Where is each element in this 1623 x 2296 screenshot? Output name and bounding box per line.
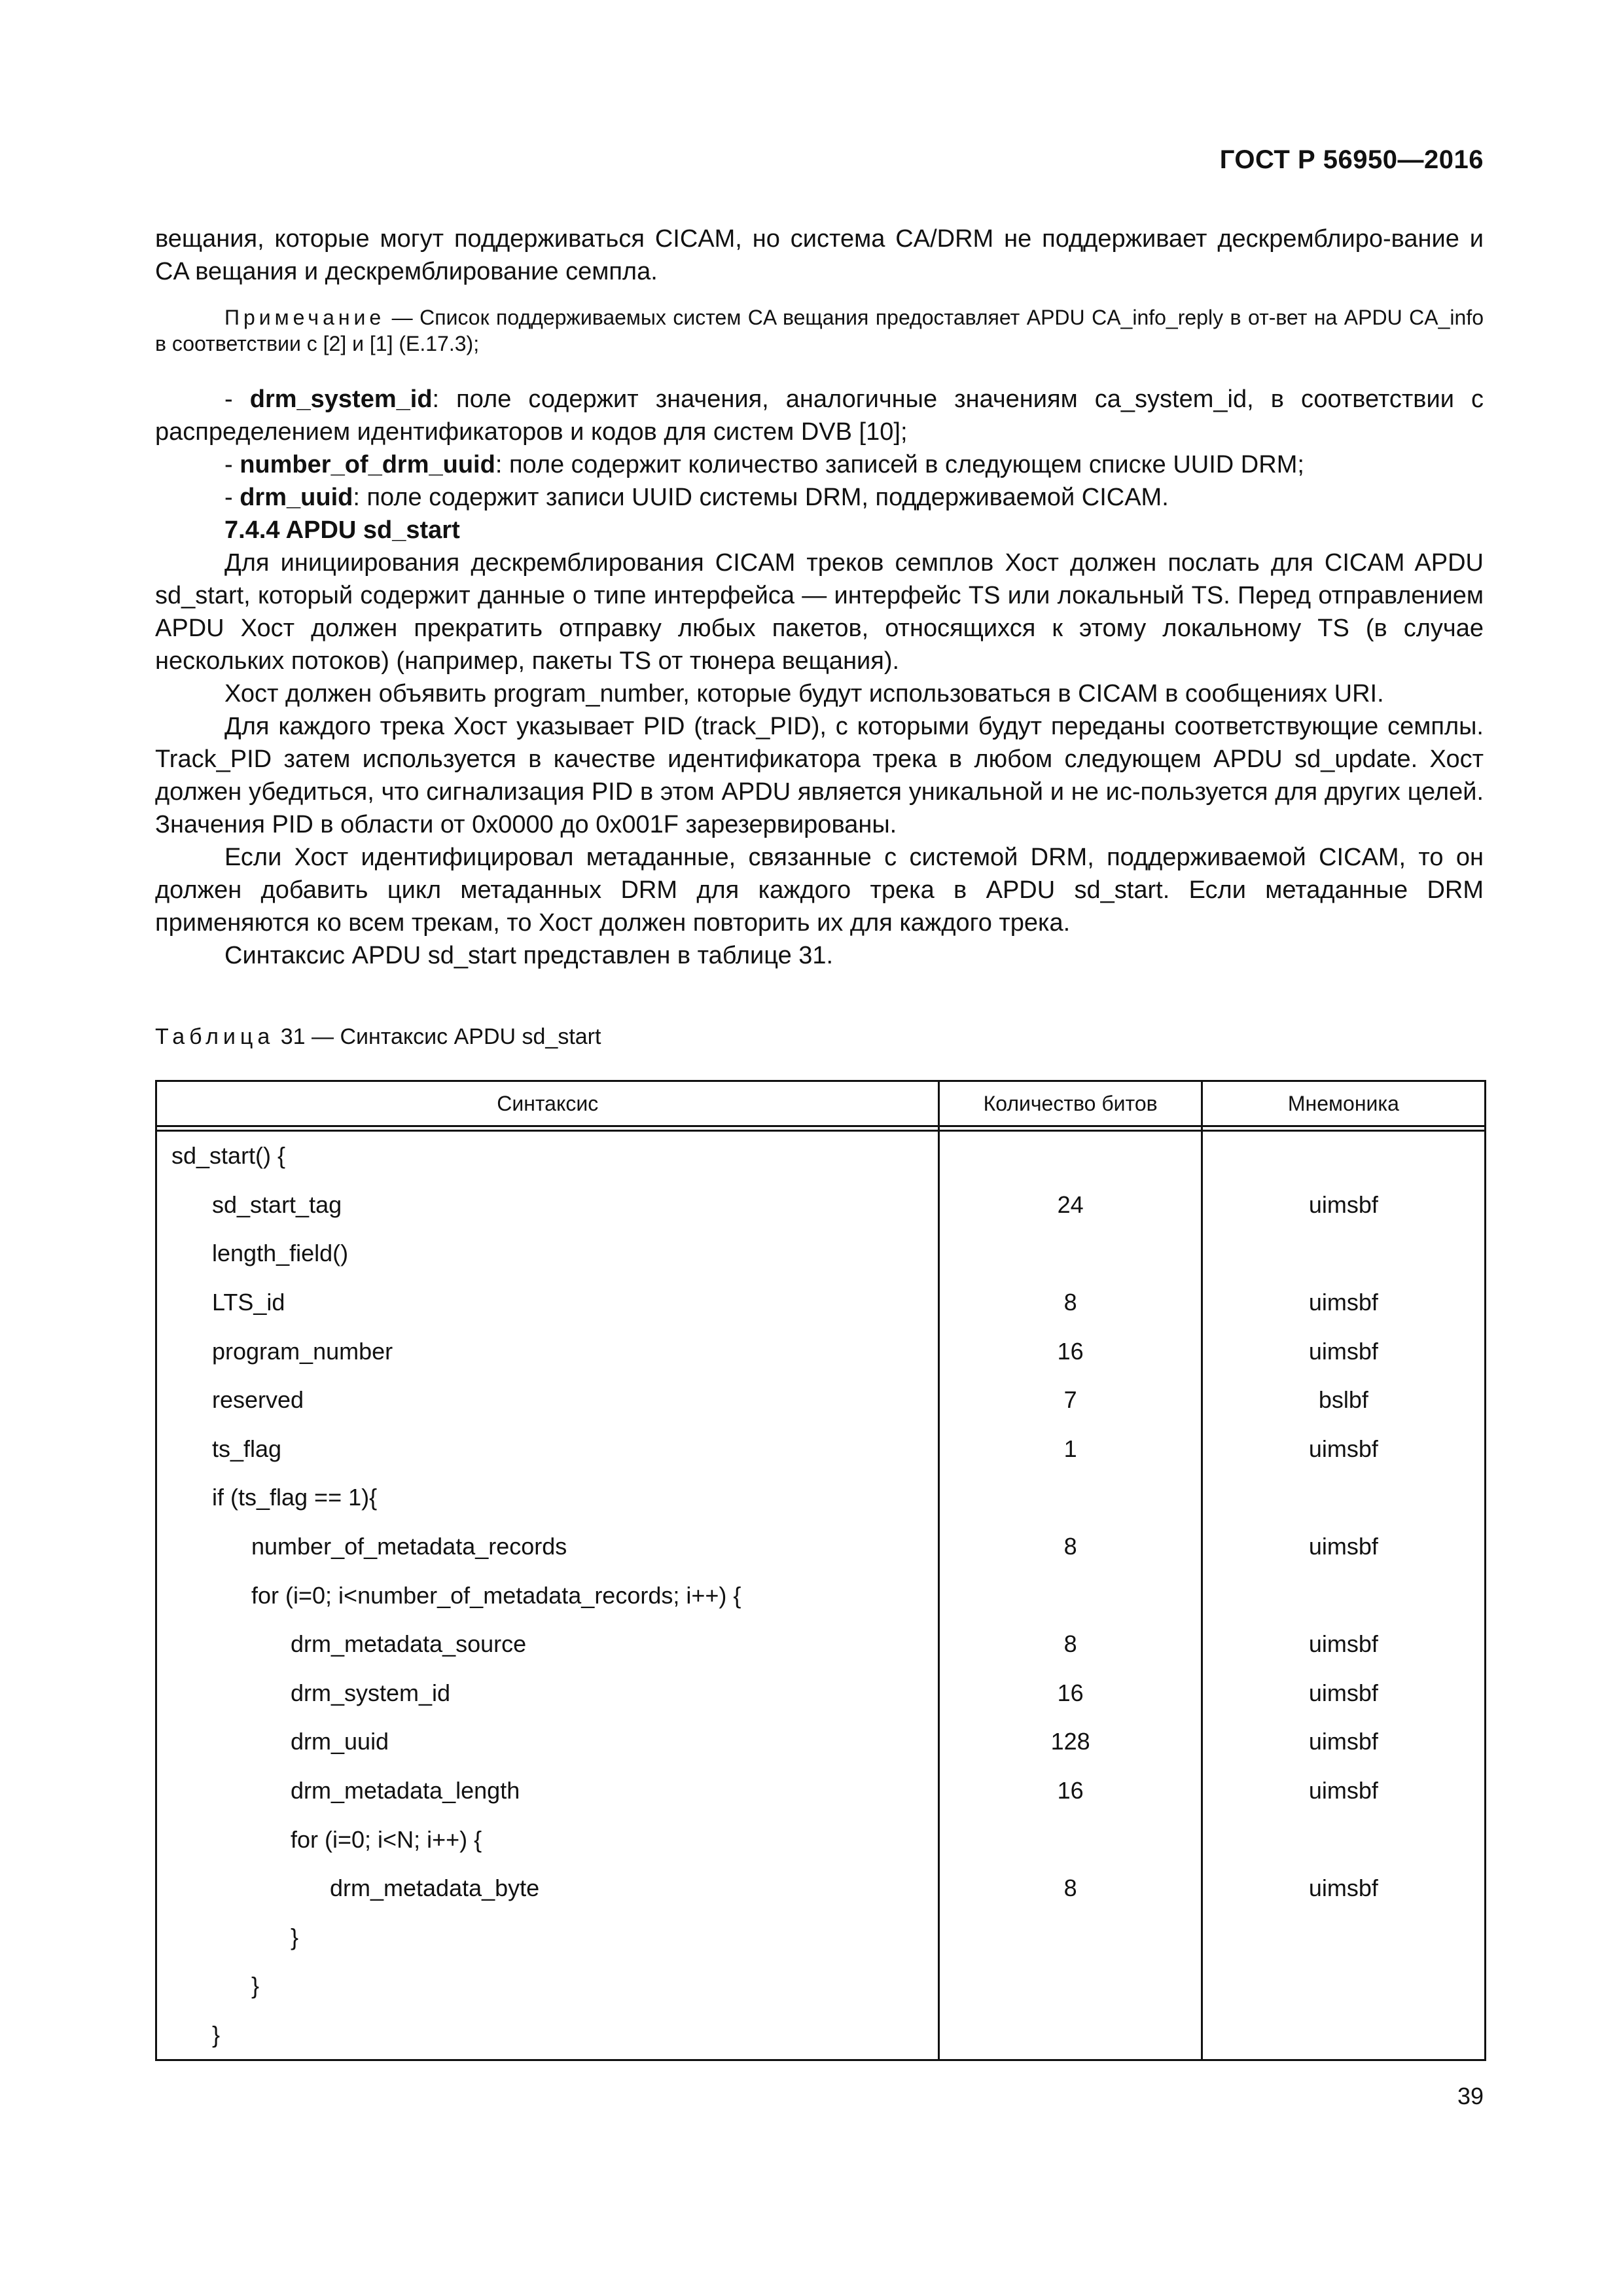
table-row: for (i=0; i<number_of_metadata_records; i++) { xyxy=(156,1571,1486,1620)
paragraph: Если Хост идентифицировал метаданные, связанные с системой DRM, поддерживаемой CICAM, то он должен добавить цикл метаданных DRM для каждого трека в APDU sd_start. Если метаданные DRM применяются ко всем трекам, то Хост должен повторить их для каждого трека. xyxy=(155,844,1484,937)
table-row: drm_metadata_byte 8 uimsbf xyxy=(156,1864,1486,1913)
table-row: } xyxy=(156,2011,1486,2060)
table-row: reserved 7 bslbf xyxy=(156,1376,1486,1425)
table-row: drm_uuid 128 uimsbf xyxy=(156,1717,1486,1767)
table-row: drm_metadata_length 16 uimsbf xyxy=(156,1767,1486,1816)
table-row: for (i=0; i<N; i++) { xyxy=(156,1815,1486,1864)
table-row: LTS_id 8 uimsbf xyxy=(156,1278,1486,1327)
table-row: } xyxy=(156,1962,1486,2011)
syntax-table xyxy=(155,1080,1486,2061)
table-row: drm_metadata_source 8 uimsbf xyxy=(156,1620,1486,1669)
field-item: - drm_system_id: поле содержит значения, аналогичные значениям ca_system_id, в соответствии с распределением идентификаторов и кодов для систем DVB [10]; xyxy=(155,386,1484,446)
header-syntax: Синтаксис xyxy=(156,1081,939,1126)
note-paragraph xyxy=(155,304,1484,357)
note-label: Примечание xyxy=(224,306,385,329)
paragraph: Для каждого трека Хост указывает PID (track_PID), с которыми будут переданы соответствующие семплы. Track_PID затем используется в качестве идентификатора трека в любом следующем APDU sd_update. Хост должен убедиться, что сигнализация PID в этом APDU является уникальной и не ис-пользуется для других целей. Значения PID в области от 0x0000 до 0x001F зарезервированы. xyxy=(155,713,1484,838)
table-row: ts_flag 1 uimsbf xyxy=(156,1425,1486,1474)
table-row: length_field() xyxy=(156,1229,1486,1278)
table-row: drm_system_id 16 uimsbf xyxy=(156,1669,1486,1718)
field-name: drm_uuid xyxy=(240,484,353,511)
note-text: — Список поддерживаемых систем CA вещания предоставляет APDU CA_info_reply в от-вет на APDU CA_info в соответствии с [2] и [1] (E.17.3); xyxy=(155,306,1484,355)
header-mnemonic: Мнемоника xyxy=(1202,1081,1485,1126)
field-item: - number_of_drm_uuid: поле содержит количество записей в следующем списке UUID DRM; xyxy=(224,451,1304,478)
table-caption-text: 31 — Синтаксис APDU sd_start xyxy=(274,1024,601,1049)
table-row: sd_start() { xyxy=(156,1131,1486,1181)
header-separator xyxy=(156,1126,1486,1131)
table-row: number_of_metadata_records 8 uimsbf xyxy=(156,1522,1486,1571)
paragraph: Синтаксис APDU sd_start представлен в таблице 31. xyxy=(224,942,834,969)
table-header-row xyxy=(156,1081,1486,1126)
table-caption xyxy=(155,1024,601,1050)
page-number: 39 xyxy=(1457,2083,1484,2109)
table-row: if (ts_flag == 1){ xyxy=(156,1473,1486,1522)
document-header: ГОСТ Р 56950—2016 xyxy=(1219,145,1484,174)
main-text-block xyxy=(155,383,1484,972)
table-row: } xyxy=(156,1913,1486,1962)
table-row: sd_start_tag 24 uimsbf xyxy=(156,1181,1486,1230)
field-item: - drm_uuid: поле содержит записи UUID системы DRM, поддерживаемой CICAM. xyxy=(224,484,1169,511)
table-caption-label: Таблица xyxy=(155,1024,275,1049)
table-row: program_number 16 uimsbf xyxy=(156,1327,1486,1376)
section-title: 7.4.4 APDU sd_start xyxy=(224,516,460,544)
field-name: number_of_drm_uuid xyxy=(240,451,495,478)
field-name: drm_system_id xyxy=(249,386,433,413)
header-bits: Количество битов xyxy=(939,1081,1202,1126)
intro-paragraph xyxy=(155,223,1484,288)
paragraph: Хост должен объявить program_number, которые будут использоваться в CICAM в сообщениях URI. xyxy=(224,680,1384,708)
intro-text: вещания, которые могут поддерживаться CICAM, но система CA/DRM не поддерживает дескремблиро-вание и CA вещания и дескремблирование семпла. xyxy=(155,225,1484,285)
paragraph: Для инициирования дескремблирования CICAM треков семплов Хост должен послать для CICAM APDU sd_start, который содержит данные о типе интерфейса — интерфейс TS или локальный TS. Перед отправлением APDU Хост должен прекратить отправку любых пакетов, относящихся к этому локальному TS (в случае нескольких потоков) (например, пакеты TS от тюнера вещания). xyxy=(155,549,1484,675)
